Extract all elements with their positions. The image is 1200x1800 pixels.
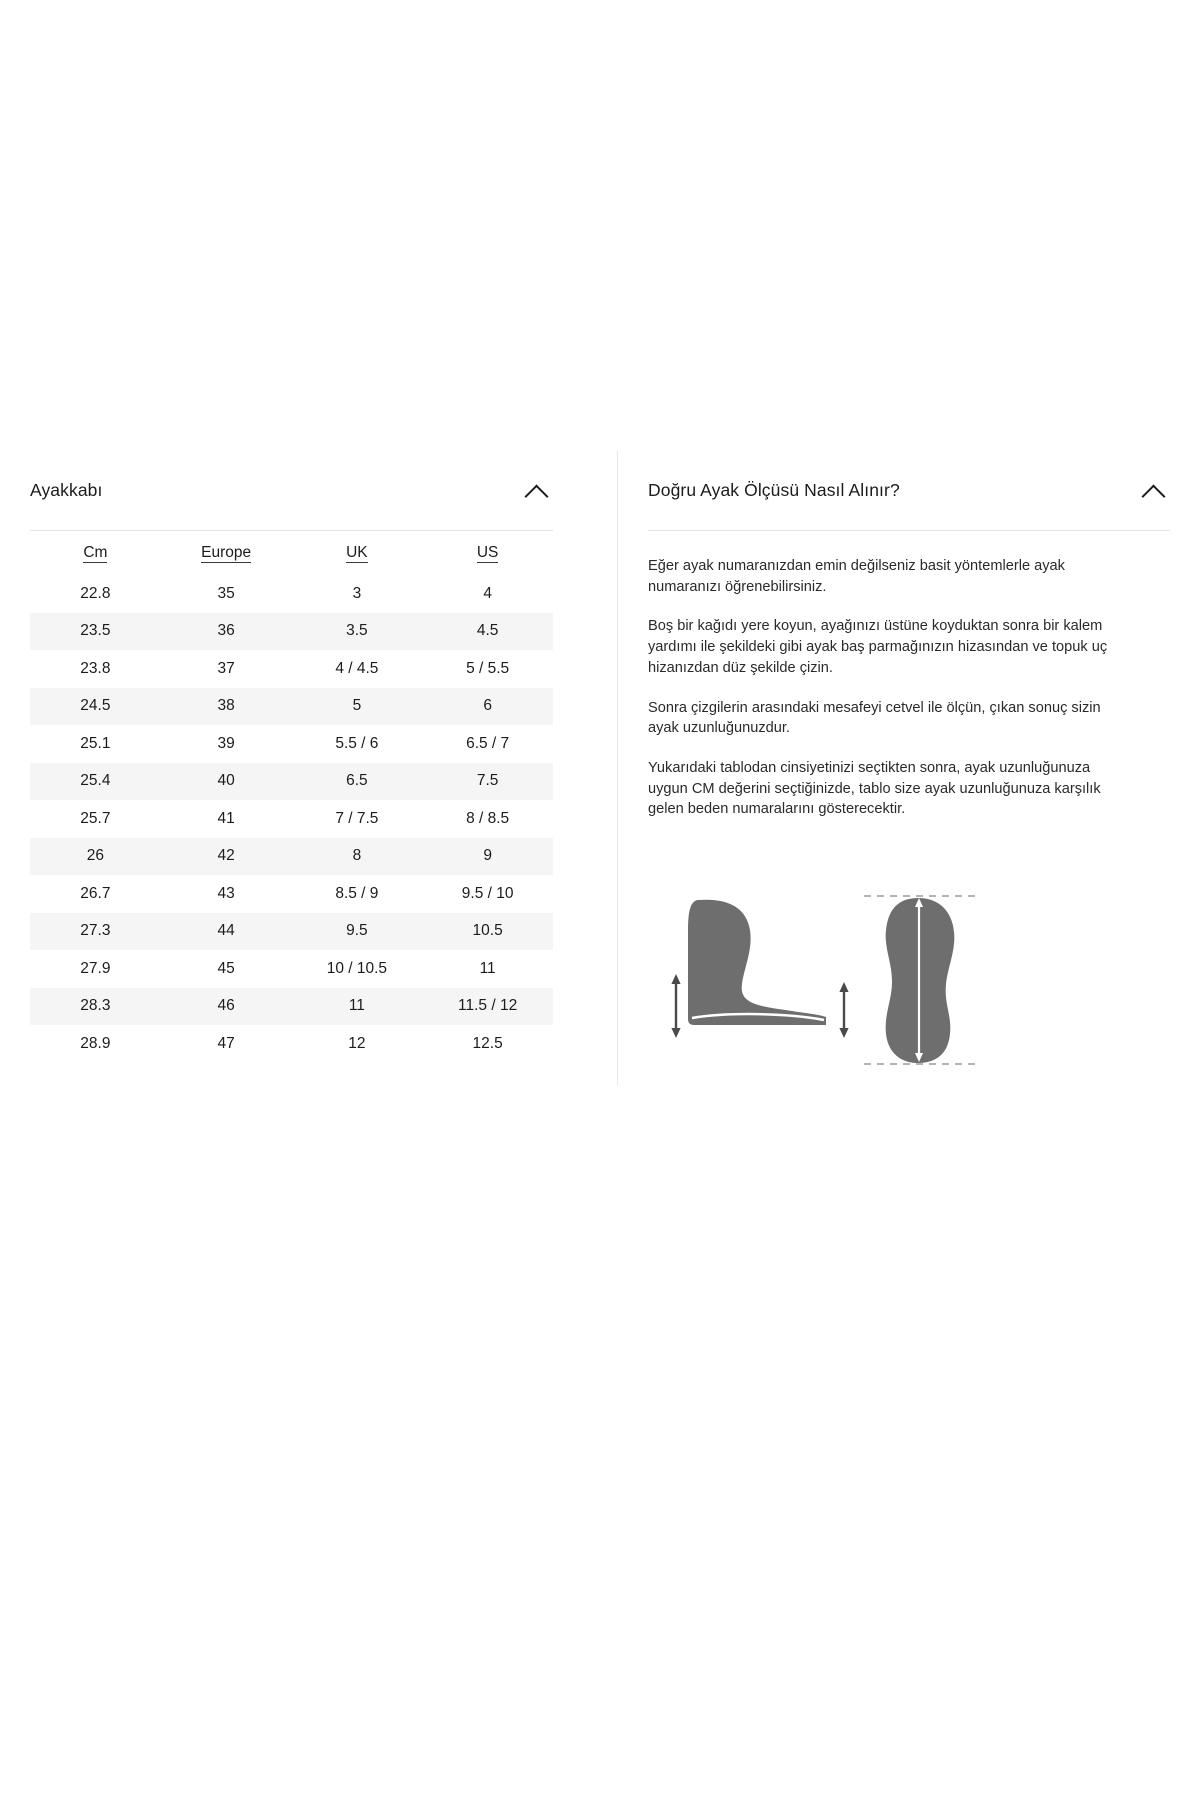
shoe-size-table-panel <box>0 451 583 1063</box>
how-to-measure-panel <box>617 451 1200 1086</box>
table-row[interactable] <box>30 575 553 613</box>
column-header-europe: Europe <box>201 544 252 561</box>
cell-europe: 40 <box>217 772 235 790</box>
cell-cm: 28.3 <box>80 997 111 1015</box>
shoe-size-table-header[interactable] <box>0 451 583 530</box>
cell-uk: 9.5 <box>346 922 368 940</box>
cell-uk: 12 <box>348 1034 366 1052</box>
cell-europe: 43 <box>217 884 235 902</box>
cell-europe: 39 <box>217 734 235 752</box>
table-head <box>30 531 553 575</box>
table-row[interactable] <box>30 650 553 688</box>
instruction-paragraph: Eğer ayak numaranızdan emin değilseniz basit yöntemlerle ayak numaranızı öğrenebilirsiniz. <box>648 558 1065 595</box>
cell-europe: 44 <box>217 922 235 940</box>
cell-europe: 35 <box>217 584 235 602</box>
cell-us: 9.5 / 10 <box>461 884 514 902</box>
cell-europe: 41 <box>217 809 235 827</box>
how-to-measure-body <box>618 556 1200 1086</box>
shoe-size-table <box>30 531 553 1063</box>
cell-cm: 26.7 <box>80 884 111 902</box>
table-row[interactable] <box>30 763 553 801</box>
column-header-us: US <box>476 544 499 561</box>
cell-us: 8 / 8.5 <box>466 809 510 827</box>
table-row[interactable] <box>30 725 553 763</box>
cell-cm: 26 <box>86 847 104 865</box>
table-row[interactable] <box>30 913 553 951</box>
cell-europe: 37 <box>217 659 235 677</box>
cell-uk: 11 <box>348 997 365 1015</box>
cell-us: 4 <box>483 584 492 602</box>
table-row[interactable] <box>30 1025 553 1063</box>
cell-us: 10.5 <box>472 922 503 940</box>
cell-cm: 28.9 <box>80 1034 111 1052</box>
table-row[interactable] <box>30 838 553 876</box>
cell-europe: 46 <box>217 997 235 1015</box>
cell-cm: 23.5 <box>80 622 111 640</box>
table-row[interactable] <box>30 988 553 1026</box>
column-header-uk: UK <box>346 544 368 561</box>
cell-europe: 36 <box>217 622 235 640</box>
cell-europe: 42 <box>217 847 235 865</box>
table-row[interactable] <box>30 613 553 651</box>
cell-uk: 8.5 / 9 <box>335 884 379 902</box>
cell-cm: 23.8 <box>80 659 111 677</box>
foot-sole-view-icon <box>856 886 1006 1076</box>
cell-uk: 7 / 7.5 <box>335 809 379 827</box>
cell-uk: 8 <box>352 847 362 865</box>
table-row[interactable] <box>30 800 553 838</box>
table-row[interactable] <box>30 950 553 988</box>
table-header-row <box>30 531 553 575</box>
cell-uk: 4 / 4.5 <box>335 659 379 677</box>
cell-us: 11.5 / 12 <box>458 997 518 1015</box>
header-divider <box>648 530 1170 531</box>
how-to-measure-header[interactable] <box>618 451 1200 530</box>
cell-us: 7.5 <box>476 772 499 790</box>
cell-us: 5 / 5.5 <box>466 659 510 677</box>
cell-us: 6.5 / 7 <box>466 734 510 752</box>
chevron-up-icon[interactable] <box>1140 481 1170 501</box>
cell-uk: 6.5 <box>346 772 368 790</box>
cell-cm: 25.1 <box>80 734 111 752</box>
cell-uk: 3.5 <box>346 622 368 640</box>
cell-uk: 5.5 / 6 <box>335 734 379 752</box>
cell-europe: 38 <box>217 697 235 715</box>
cell-uk: 5 <box>352 697 362 715</box>
cell-uk: 3 <box>352 584 362 602</box>
measurement-figures <box>648 886 1170 1086</box>
cell-cm: 25.7 <box>80 809 111 827</box>
chevron-up-icon[interactable] <box>523 481 553 501</box>
table-row[interactable] <box>30 688 553 726</box>
table-row[interactable] <box>30 875 553 913</box>
cell-cm: 27.3 <box>80 922 111 940</box>
cell-cm: 27.9 <box>80 959 111 977</box>
column-header-cm: Cm <box>83 544 108 561</box>
foot-side-view-icon <box>668 892 858 1052</box>
instruction-paragraph: Boş bir kağıdı yere koyun, ayağınızı üstüne koyduktan sonra bir kalem yardımı ile şekildeki gibi ayak baş parmağınızın hizasından ve topuk uç hizanızdan düz şekilde çizin. <box>648 618 1108 676</box>
cell-europe: 47 <box>217 1034 235 1052</box>
instruction-paragraph: Sonra çizgilerin arasındaki mesafeyi cetvel ile ölçün, çıkan sonuç sizin ayak uzunluğunuzdur. <box>648 699 1101 737</box>
cell-us: 6 <box>483 697 492 715</box>
size-guide-section <box>0 451 1200 1086</box>
cell-us: 11 <box>479 959 496 977</box>
cell-us: 4.5 <box>476 622 499 640</box>
shoe-size-table-title: Ayakkabı <box>30 480 103 500</box>
table-body <box>30 575 553 1063</box>
cell-cm: 25.4 <box>80 772 111 790</box>
how-to-measure-title: Doğru Ayak Ölçüsü Nasıl Alınır? <box>648 480 900 500</box>
cell-europe: 45 <box>217 959 235 977</box>
cell-cm: 22.8 <box>80 584 111 602</box>
cell-us: 12.5 <box>472 1034 503 1052</box>
cell-cm: 24.5 <box>80 697 111 715</box>
cell-us: 9 <box>483 847 492 865</box>
cell-uk: 10 / 10.5 <box>326 959 388 977</box>
instruction-paragraph: Yukarıdaki tablodan cinsiyetinizi seçtikten sonra, ayak uzunluğunuza uygun CM değerini seçtiğinizde, tablo size ayak uzunluğunuza karşılık gelen beden numaralarını gösterecektir. <box>648 760 1101 818</box>
